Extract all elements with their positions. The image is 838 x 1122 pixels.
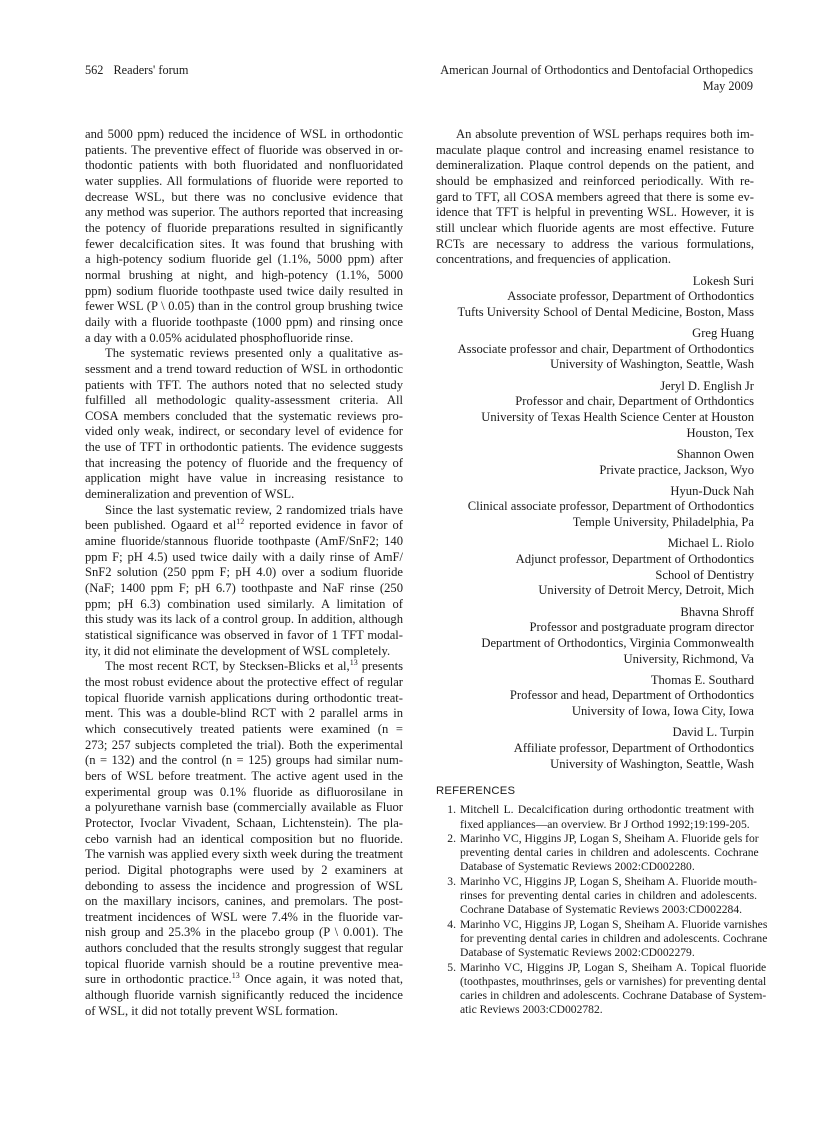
text-line: concentrations, and frequencies of application. bbox=[436, 252, 671, 267]
author-affiliation: Professor and postgraduate program director bbox=[529, 620, 754, 635]
text-line: this study was its lack of a control group. In addition, although bbox=[85, 612, 403, 627]
author-signature bbox=[436, 673, 754, 720]
right-column bbox=[436, 127, 768, 1018]
paragraph bbox=[85, 659, 403, 1019]
running-header-left bbox=[85, 62, 188, 78]
author-affiliation: Adjunct professor, Department of Orthodontics bbox=[515, 551, 754, 566]
author-affiliation: Affiliate professor, Department of Orthodontics bbox=[513, 740, 754, 755]
text-line bbox=[85, 659, 403, 675]
text-line: ity, it did not eliminate the development of WSL completely. bbox=[85, 643, 391, 658]
text-line: patients with TFT. The authors noted that no selected study bbox=[85, 377, 403, 392]
text-line bbox=[85, 972, 403, 988]
text-line: the use of TFT in orthodontic patients. The evidence suggests bbox=[85, 440, 403, 455]
reference-number: 5. bbox=[447, 960, 456, 974]
text-line: demineralization and prevention of WSL. bbox=[85, 487, 295, 502]
text-line: debonding to assess the incidence and progression of WSL bbox=[85, 878, 403, 893]
page-number: 562 bbox=[85, 63, 104, 77]
reference-text bbox=[460, 918, 767, 961]
author-name: Lokesh Suri bbox=[692, 273, 754, 288]
author-affiliation: Associate professor and chair, Department of Orthodontics bbox=[457, 341, 754, 356]
author-name: Michael L. Riolo bbox=[667, 536, 754, 551]
author-affiliation: Houston, Tex bbox=[686, 425, 754, 440]
text-line: atic Reviews 2003:CD002782. bbox=[460, 1003, 603, 1017]
text-line: SnF2 solution (250 ppm F; pH 4.0) over a sodium fluoride bbox=[85, 565, 403, 580]
text-line: a day with a 0.05% acidulated phosphofluoride rinse. bbox=[85, 330, 354, 345]
author-affiliation: Private practice, Jackson, Wyo bbox=[599, 462, 754, 477]
text-segment: been published. Ogaard et al bbox=[85, 518, 237, 533]
reference-number: 2. bbox=[447, 831, 456, 845]
text-line: bers of WSL before treatment. The active agent used in the bbox=[85, 768, 403, 783]
text-line: Database of Systematic Reviews 2002:CD002279. bbox=[460, 946, 695, 960]
text-line: statistical significance was observed in favor of 1 TFT modal- bbox=[85, 628, 403, 642]
text-line: period. Digital photographs were used by 2 examiners at bbox=[85, 862, 403, 877]
author-affiliation: Department of Orthodontics, Virginia Commonwealth bbox=[481, 635, 754, 650]
author-affiliation: University of Texas Health Science Center at Houston bbox=[481, 409, 754, 424]
text-line: the potency of fluoride preparations resulted in significantly bbox=[85, 220, 403, 235]
reference-item bbox=[436, 803, 754, 832]
author-affiliation: University of Detroit Mercy, Detroit, Mich bbox=[538, 583, 754, 598]
text-line: RCTs are necessary to address the various formulations, bbox=[436, 236, 754, 251]
references-heading: REFERENCES bbox=[436, 785, 516, 798]
reference-number: 1. bbox=[447, 803, 456, 817]
text-line: still unclear which fluoride agents are most effective. Future bbox=[436, 220, 754, 235]
text-line: experimental group was 0.1% fluoride as difluorosilane in bbox=[85, 784, 403, 799]
text-line: and 5000 ppm) reduced the incidence of WSL in orthodontic bbox=[85, 127, 403, 141]
text-line: for preventing dental caries in children and adolescents. Cochrane bbox=[460, 931, 768, 945]
text-line: preventing dental caries in children and adolescents. Cochrane bbox=[460, 846, 759, 860]
text-line: caries in children and adolescents. Cochrane Database of System- bbox=[460, 989, 767, 1003]
text-line: application might have value in increasing resistance to bbox=[85, 471, 403, 486]
paragraph bbox=[85, 503, 403, 660]
text-line: Protector, Ivoclar Vivadent, Schaan, Lichtenstein). The pla- bbox=[85, 815, 403, 830]
text-line: fixed appliances—an overview. Br J Orthod 1992;19:199-205. bbox=[460, 817, 750, 831]
text-line: decrease WSL, but there was no conclusive evidence that bbox=[85, 189, 403, 204]
author-signature bbox=[436, 484, 754, 531]
left-column bbox=[85, 127, 403, 1019]
text-line: which consecutively treated patients were examined (n = bbox=[85, 721, 403, 736]
references-list bbox=[436, 803, 768, 1017]
author-affiliation: University of Washington, Seattle, Wash bbox=[550, 357, 754, 372]
author-signature bbox=[436, 447, 754, 478]
reference-item bbox=[436, 831, 759, 875]
author-name: Shannon Owen bbox=[676, 446, 754, 461]
text-line: fulfilled all methodologic quality-assessment criteria. All bbox=[85, 393, 403, 408]
text-line: rinses for preventing dental caries in children and adolescents. bbox=[460, 889, 758, 903]
reference-text bbox=[460, 832, 759, 875]
text-line: that increasing the potency of fluoride and the frequency of bbox=[85, 455, 403, 470]
running-header-right bbox=[440, 62, 753, 94]
author-signature bbox=[436, 725, 754, 772]
text-line: a polyurethane varnish base (commercially available as Fluor bbox=[85, 800, 403, 815]
text-line: treatment incidences of WSL were 7.4% in the fluoride var- bbox=[85, 909, 403, 924]
text-line: demineralization. Plaque control depends on the patient, and bbox=[436, 158, 754, 173]
text-line: 273; 257 subjects completed the trial). Both the experimental bbox=[85, 737, 403, 752]
author-name: David L. Turpin bbox=[672, 725, 754, 740]
text-line: Marinho VC, Higgins JP, Logan S, Sheiham A. Fluoride gels for bbox=[460, 831, 759, 845]
reference-number: 3. bbox=[447, 874, 456, 888]
text-line: patients. The preventive effect of fluoride was observed in or- bbox=[85, 142, 403, 157]
author-affiliation: Clinical associate professor, Department of Orthodontics bbox=[467, 499, 754, 514]
text-line: idence that TFT is helpful in preventing WSL. However, it is bbox=[436, 205, 754, 220]
text-line: although fluoride varnish significantly reduced the incidence bbox=[85, 988, 403, 1003]
text-line: maculate plaque control and increasing enamel resistance to bbox=[436, 142, 754, 157]
text-line bbox=[85, 518, 403, 534]
reference-item bbox=[436, 874, 758, 918]
reference-number: 4. bbox=[447, 917, 456, 931]
text-segment: presents bbox=[357, 659, 403, 674]
citation-superscript: 13 bbox=[231, 971, 240, 981]
author-affiliation: University of Washington, Seattle, Wash bbox=[550, 756, 754, 771]
text-line: ment. This was a double-blind RCT with 2 parallel arms in bbox=[85, 706, 403, 721]
text-line: ppm) sodium fluoride toothpaste used twice daily resulted in bbox=[85, 283, 403, 298]
text-line: normal brushing at night, and high-potency (1.1%, 5000 bbox=[85, 267, 403, 282]
text-line: gard to TFT, all COSA members agreed that there is some ev- bbox=[436, 189, 754, 204]
text-line: (NaF; 1400 ppm F; pH 6.7) toothpaste and NaF rinse (250 bbox=[85, 581, 403, 596]
section-title: Readers' forum bbox=[113, 63, 189, 77]
text-line: topical fluoride varnish applications during orthodontic treat- bbox=[85, 690, 403, 705]
text-line: ppm; pH 6.3) combination used similarly. A limitation of bbox=[85, 596, 403, 611]
text-line: daily with a fluoride toothpaste (1000 ppm) and rinsing once bbox=[85, 314, 403, 329]
author-affiliation: Professor and head, Department of Orthodontics bbox=[509, 688, 754, 703]
journal-title: American Journal of Orthodontics and Dentofacial Orthopedics bbox=[440, 63, 753, 77]
text-line: should be emphasized and reinforced periodically. With re- bbox=[436, 173, 754, 188]
text-line: authors concluded that the results strongly suggest that regular bbox=[85, 941, 403, 956]
text-line: the most robust evidence about the protective effect of regular bbox=[85, 674, 403, 689]
text-line: ppm F; pH 4.5) used twice daily with a daily rinse of AmF/ bbox=[85, 549, 403, 564]
text-line: vided only weak, indirect, or secondary level of evidence for bbox=[85, 424, 403, 439]
paragraph bbox=[85, 127, 403, 346]
author-signature bbox=[436, 379, 754, 442]
citation-superscript: 12 bbox=[236, 517, 245, 527]
text-segment: Once again, it was noted that, bbox=[239, 972, 404, 987]
text-line: (toothpastes, mouthrinses, gels or varnishes) for preventing dental bbox=[460, 974, 767, 988]
author-signature bbox=[436, 274, 754, 321]
author-name: Greg Huang bbox=[692, 326, 754, 341]
text-line: Marinho VC, Higgins JP, Logan S, Sheiham A. Topical fluoride bbox=[460, 960, 767, 974]
text-line: on the maxillary incisors, canines, and premolars. The post- bbox=[85, 894, 403, 909]
reference-item bbox=[436, 917, 768, 961]
text-line: sessment and a trend toward reduction of WSL in orthodontic bbox=[85, 361, 403, 376]
text-line: COSA members concluded that the systematic reviews pro- bbox=[85, 408, 403, 423]
author-signatures bbox=[436, 274, 754, 773]
author-affiliation: Temple University, Philadelphia, Pa bbox=[572, 515, 754, 530]
text-line: (n = 132) and the control (n = 125) groups had similar num- bbox=[85, 753, 403, 768]
text-line: An absolute prevention of WSL perhaps requires both im- bbox=[456, 127, 754, 141]
right-body-text bbox=[436, 127, 754, 268]
author-name: Bhavna Shroff bbox=[680, 604, 754, 619]
author-signature bbox=[436, 326, 754, 373]
text-segment: reported evidence in favor of bbox=[244, 518, 403, 533]
paragraph bbox=[436, 127, 754, 268]
text-line: The systematic reviews presented only a qualitative as- bbox=[105, 346, 403, 361]
author-name: Jeryl D. English Jr bbox=[660, 378, 754, 393]
text-line: Marinho VC, Higgins JP, Logan S, Sheiham A. Fluoride varnishes bbox=[460, 917, 768, 931]
author-affiliation: Associate professor, Department of Orthodontics bbox=[507, 289, 754, 304]
text-line: any method was superior. The authors reported that increasing bbox=[85, 205, 403, 220]
issue-date: May 2009 bbox=[702, 79, 753, 93]
text-line: of WSL, it did not totally prevent WSL formation. bbox=[85, 1003, 339, 1018]
author-name: Hyun-Duck Nah bbox=[670, 483, 754, 498]
text-line: nish group and 25.3% in the placebo group (P \ 0.001). The bbox=[85, 925, 403, 940]
paragraph bbox=[85, 346, 403, 503]
text-segment: sure in orthodontic practice. bbox=[85, 972, 232, 987]
author-affiliation: School of Dentistry bbox=[655, 567, 754, 582]
text-segment: The most recent RCT, by Stecksen-Blicks et al, bbox=[105, 659, 350, 674]
text-line: Database of Systematic Reviews 2002:CD002280. bbox=[460, 860, 695, 874]
author-name: Thomas E. Southard bbox=[650, 672, 754, 687]
text-line: The varnish was applied every sixth week during the treatment bbox=[85, 847, 403, 862]
author-affiliation: Tufts University School of Dental Medicine, Boston, Mass bbox=[457, 304, 754, 319]
text-line: Cochrane Database of Systematic Reviews 2003:CD002284. bbox=[460, 903, 743, 917]
text-line: a high-potency sodium fluoride gel (1.1%, 5000 ppm) after bbox=[85, 252, 403, 267]
reference-item bbox=[436, 960, 767, 1018]
citation-superscript: 13 bbox=[349, 658, 358, 668]
text-line: Marinho VC, Higgins JP, Logan S, Sheiham A. Fluoride mouth- bbox=[460, 874, 758, 888]
text-line: topical fluoride varnish should be a routine preventive mea- bbox=[85, 956, 403, 971]
reference-text bbox=[460, 803, 754, 832]
text-line: Mitchell L. Decalcification during orthodontic treatment with bbox=[460, 803, 754, 817]
author-affiliation: University of Iowa, Iowa City, Iowa bbox=[571, 704, 754, 719]
reference-text bbox=[460, 961, 766, 1018]
text-line: thodontic patients with both fluoridated and nonfluoridated bbox=[85, 158, 403, 173]
reference-text bbox=[460, 875, 757, 918]
text-line: Since the last systematic review, 2 randomized trials have bbox=[105, 502, 403, 517]
text-line: amine fluoride/stannous fluoride toothpaste (AmF/SnF2; 140 bbox=[85, 534, 403, 549]
text-line: fewer decalcification sites. It was found that brushing with bbox=[85, 236, 403, 251]
text-line: fewer WSL (P \ 0.05) than in the control group brushing twice bbox=[85, 299, 403, 314]
text-line: water supplies. All formulations of fluoride were reported to bbox=[85, 173, 403, 188]
author-signature bbox=[436, 536, 754, 599]
author-affiliation: Professor and chair, Department of Orthdontics bbox=[515, 394, 754, 409]
author-signature bbox=[436, 605, 754, 668]
author-affiliation: University, Richmond, Va bbox=[623, 651, 754, 666]
text-line: cebo varnish had an identical composition but no fluoride. bbox=[85, 831, 403, 846]
